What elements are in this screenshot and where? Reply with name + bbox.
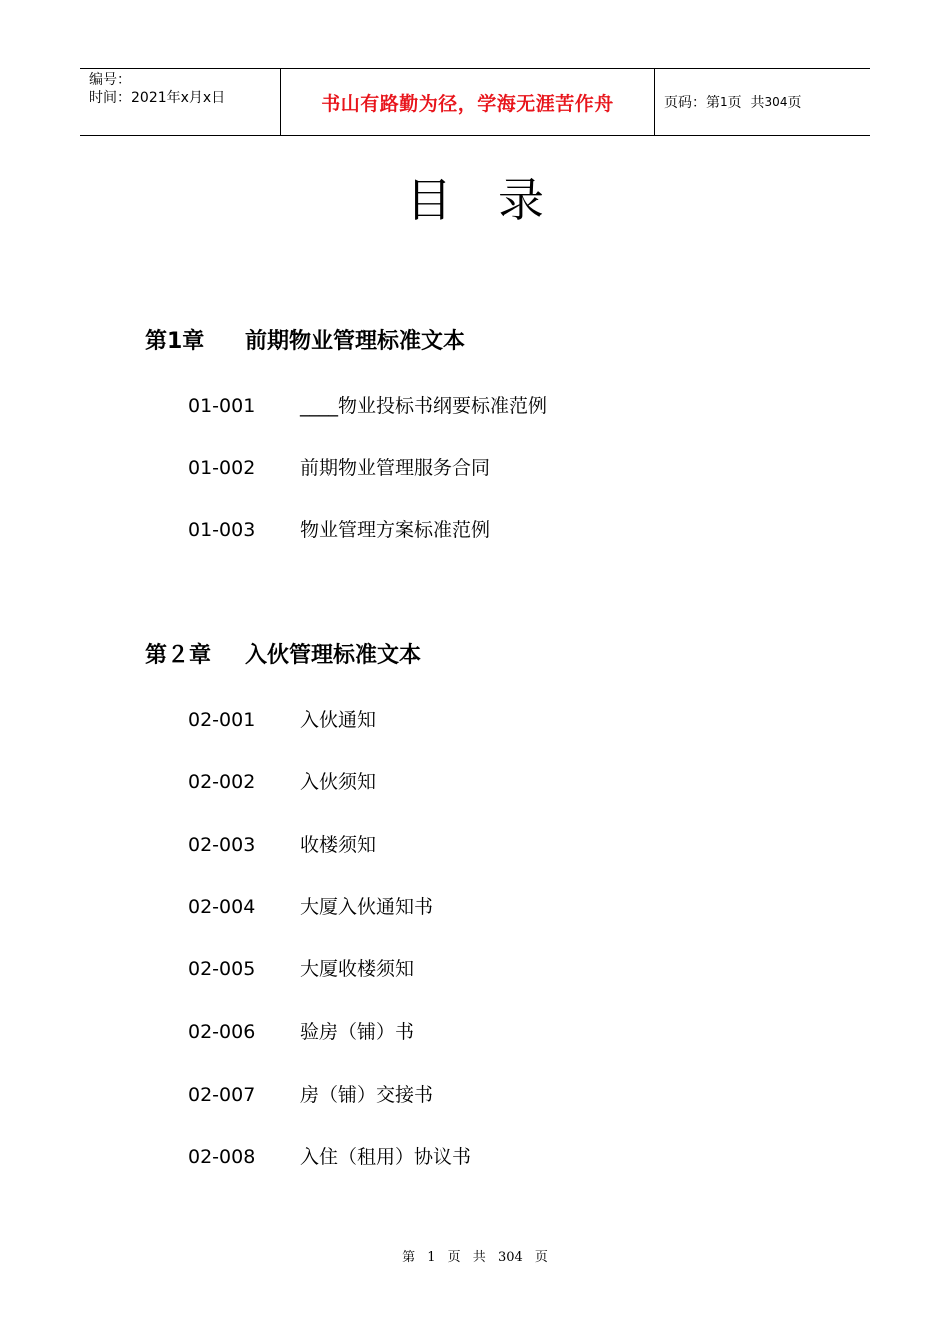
entry-code: 01-003	[188, 519, 256, 541]
footer-total-pages: 304	[497, 1250, 523, 1265]
chapter-heading	[145, 328, 465, 356]
footer-total-word: 共	[472, 1250, 486, 1265]
chapter-heading	[145, 642, 421, 670]
page-total: 304	[764, 95, 788, 109]
entry-title: 验房（铺）书	[300, 1021, 415, 1043]
entry-title: 物业管理方案标准范例	[300, 519, 491, 541]
entry-title: 房（铺）交接书	[300, 1084, 434, 1106]
entry-code: 01-001	[188, 395, 256, 417]
toc-entry[interactable]	[188, 832, 376, 858]
chapter-title: 入伙管理标准文本	[245, 643, 422, 668]
entry-title: 入伙通知	[300, 709, 377, 731]
entry-title: 前期物业管理服务合同	[300, 457, 491, 479]
toc-entry[interactable]	[188, 455, 490, 481]
page-footer	[0, 1246, 950, 1265]
page-mid: 页 共	[727, 95, 765, 111]
page-number: 1	[720, 95, 728, 109]
toc-entry[interactable]	[188, 517, 490, 543]
entry-title: 大厦入伙通知书	[300, 896, 434, 918]
toc-entry[interactable]	[188, 1019, 414, 1045]
time-label: 时间：2021年x月x日	[89, 90, 226, 106]
toc-entry[interactable]	[188, 894, 433, 920]
entry-title: ____物业投标书纲要标准范例	[300, 395, 548, 417]
header-page-info	[655, 69, 870, 135]
toc-entry[interactable]	[188, 1082, 433, 1108]
entry-code: 02-003	[188, 834, 256, 856]
page-title: 目录	[406, 173, 590, 227]
toc-entry[interactable]	[188, 956, 414, 982]
entry-code: 02-001	[188, 709, 256, 731]
entry-code: 02-002	[188, 771, 256, 793]
footer-page-word: 页	[447, 1250, 461, 1265]
page-header	[80, 68, 870, 136]
header-info-cell	[80, 69, 281, 135]
footer-page-number: 1	[427, 1250, 436, 1265]
toc-entry[interactable]	[188, 1144, 471, 1170]
footer-suffix: 页	[534, 1250, 548, 1265]
chapter-title: 前期物业管理标准文本	[245, 329, 466, 354]
entry-code: 02-005	[188, 958, 256, 980]
entry-code: 02-006	[188, 1021, 256, 1043]
chapter-number: 第1章	[145, 329, 205, 354]
entry-code: 02-007	[188, 1084, 256, 1106]
header-motto: 书山有路勤为径，学海无涯苦作舟	[281, 69, 655, 135]
entry-title: 大厦收楼须知	[300, 958, 415, 980]
footer-prefix: 第	[402, 1250, 416, 1265]
toc-entry[interactable]	[188, 707, 376, 733]
page-prefix: 页码：第	[664, 95, 720, 111]
entry-code: 02-004	[188, 896, 256, 918]
number-label: 编号：	[89, 72, 131, 88]
entry-title: 入伙须知	[300, 771, 377, 793]
toc-entry[interactable]	[188, 769, 376, 795]
entry-code: 01-002	[188, 457, 256, 479]
chapter-number: 第２章	[145, 643, 212, 668]
entry-code: 02-008	[188, 1146, 256, 1168]
entry-title: 收楼须知	[300, 834, 377, 856]
toc-entry[interactable]	[188, 393, 547, 419]
page-suffix: 页	[787, 95, 802, 111]
entry-title: 入住（租用）协议书	[300, 1146, 472, 1168]
